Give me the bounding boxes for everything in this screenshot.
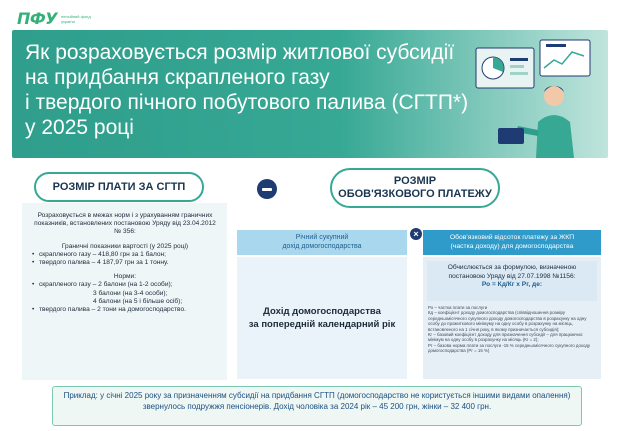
norm-gas-2: 3 балони (на 3-4 особи); xyxy=(93,289,168,297)
norms-list-fuel xyxy=(30,306,220,314)
formula-legend xyxy=(428,305,598,354)
mandatory-percent-header-line-1: Обов'язковий відсоток платежу за ЖКП xyxy=(449,234,575,241)
annual-income-body-line-1: Дохід домогосподарства xyxy=(263,306,381,317)
banner-title xyxy=(25,40,495,140)
person-with-charts-illustration xyxy=(458,30,608,158)
multiply-icon: × xyxy=(410,228,422,240)
banner-title-line-4: у 2025 році xyxy=(25,116,134,139)
payment-size-pill: РОЗМІР ПЛАТИ ЗА СГТП xyxy=(34,172,204,202)
annual-income-body-line-2: за попередній календарний рік xyxy=(248,319,396,330)
banner-title-line-3: і твердого пічного побутового палива (СГТП*) xyxy=(25,91,469,114)
norms-title: Норми: xyxy=(113,273,137,281)
logo-mark: ПФУ xyxy=(17,9,58,28)
formula-line-2: постановою Уряду від 27.07.1998 №1156: xyxy=(448,272,576,280)
legend-item: Кг – базовий коефіцієнт доходу для призначення субсидії – для працюючих: мінімум на одну особу в розрахунку на місяць (Кг = 2); xyxy=(428,332,584,343)
legend-item: Рг – базова норма плати за послуги -15 % середньомісячного сукупного доходу домогосподарства (Рг = 15 %) xyxy=(428,342,591,354)
norms-list xyxy=(30,281,220,289)
norm-gas: • скрапленого газу – 2 балони (на 1-2 особи); xyxy=(32,281,220,289)
annual-income-header-line-2: дохід домогосподарства xyxy=(282,243,362,250)
annual-income-body xyxy=(237,257,407,379)
mandatory-payment-pill-line-2: ОБОВ'ЯЗКОВОГО ПЛАТЕЖУ xyxy=(338,188,492,200)
payment-size-text xyxy=(30,212,220,314)
mandatory-percent-header-line-2: (частка доходу) для домогосподарства xyxy=(450,243,574,250)
annual-income-header xyxy=(237,230,407,255)
banner-title-line-1: Як розраховується розмір житлової субсидії xyxy=(25,41,455,64)
mandatory-percent-header xyxy=(423,230,601,255)
norm-fuel: • твердого палива – 2 тони на домогосподарство. xyxy=(32,306,220,314)
pfu-logo xyxy=(17,9,95,28)
limit-fuel: • твердого палива – 4 187,97 грн за 1 тонну. xyxy=(32,259,220,267)
formula: Ро = Кд/Кг х Рг, де: xyxy=(481,281,543,288)
logo-text: пенсійний фонд україни xyxy=(61,13,91,24)
legend-item: Ро – частка плати за послуги xyxy=(428,305,488,310)
annual-income-header-line-1: Річний сукупний xyxy=(295,234,349,241)
example-box: Приклад: у січні 2025 року за призначенням субсидії на придбання СГТП (домогосподарство не користується іншими видами опалення) звернулось подружжя пенсіонерів. Дохід чоловіка за 2024 рік – 45 200 грн, жінки – 32 400 грн. xyxy=(52,386,582,426)
limit-gas: • скрапленого газу – 418,80 грн за 1 балон; xyxy=(32,251,220,259)
formula-line-1: Обчислюється за формулою, визначеною xyxy=(447,264,577,271)
formula-box xyxy=(427,261,597,301)
norm-gas-3: 4 балони (на 5 і більше осіб); xyxy=(93,297,183,305)
minus-icon xyxy=(257,179,277,199)
limits-title: Граничні показники вартості (у 2025 році) xyxy=(61,242,189,250)
limits-list xyxy=(30,251,220,267)
title-banner xyxy=(12,30,608,158)
banner-title-line-2: на придбання скрапленого газу xyxy=(25,66,330,89)
legend-item: Кд – коефіцієнт доходу домогосподарства (співвідношення розміру середньомісячного сукупного доходу домогосподарства в розрахунку на одну особу до прожиткового мінімуму на одну особу в розрахунку на місяць, встановленого на 1 січня року, в якому призначається субсидія); xyxy=(428,310,587,332)
mandatory-payment-pill xyxy=(330,168,500,208)
payment-size-intro: Розраховується в межах норм і з урахуванням граничних показників, встановлених постановою Уряду від 23.04.2012 № 356: xyxy=(34,212,216,236)
mandatory-payment-pill-line-1: РОЗМІР xyxy=(393,175,437,187)
